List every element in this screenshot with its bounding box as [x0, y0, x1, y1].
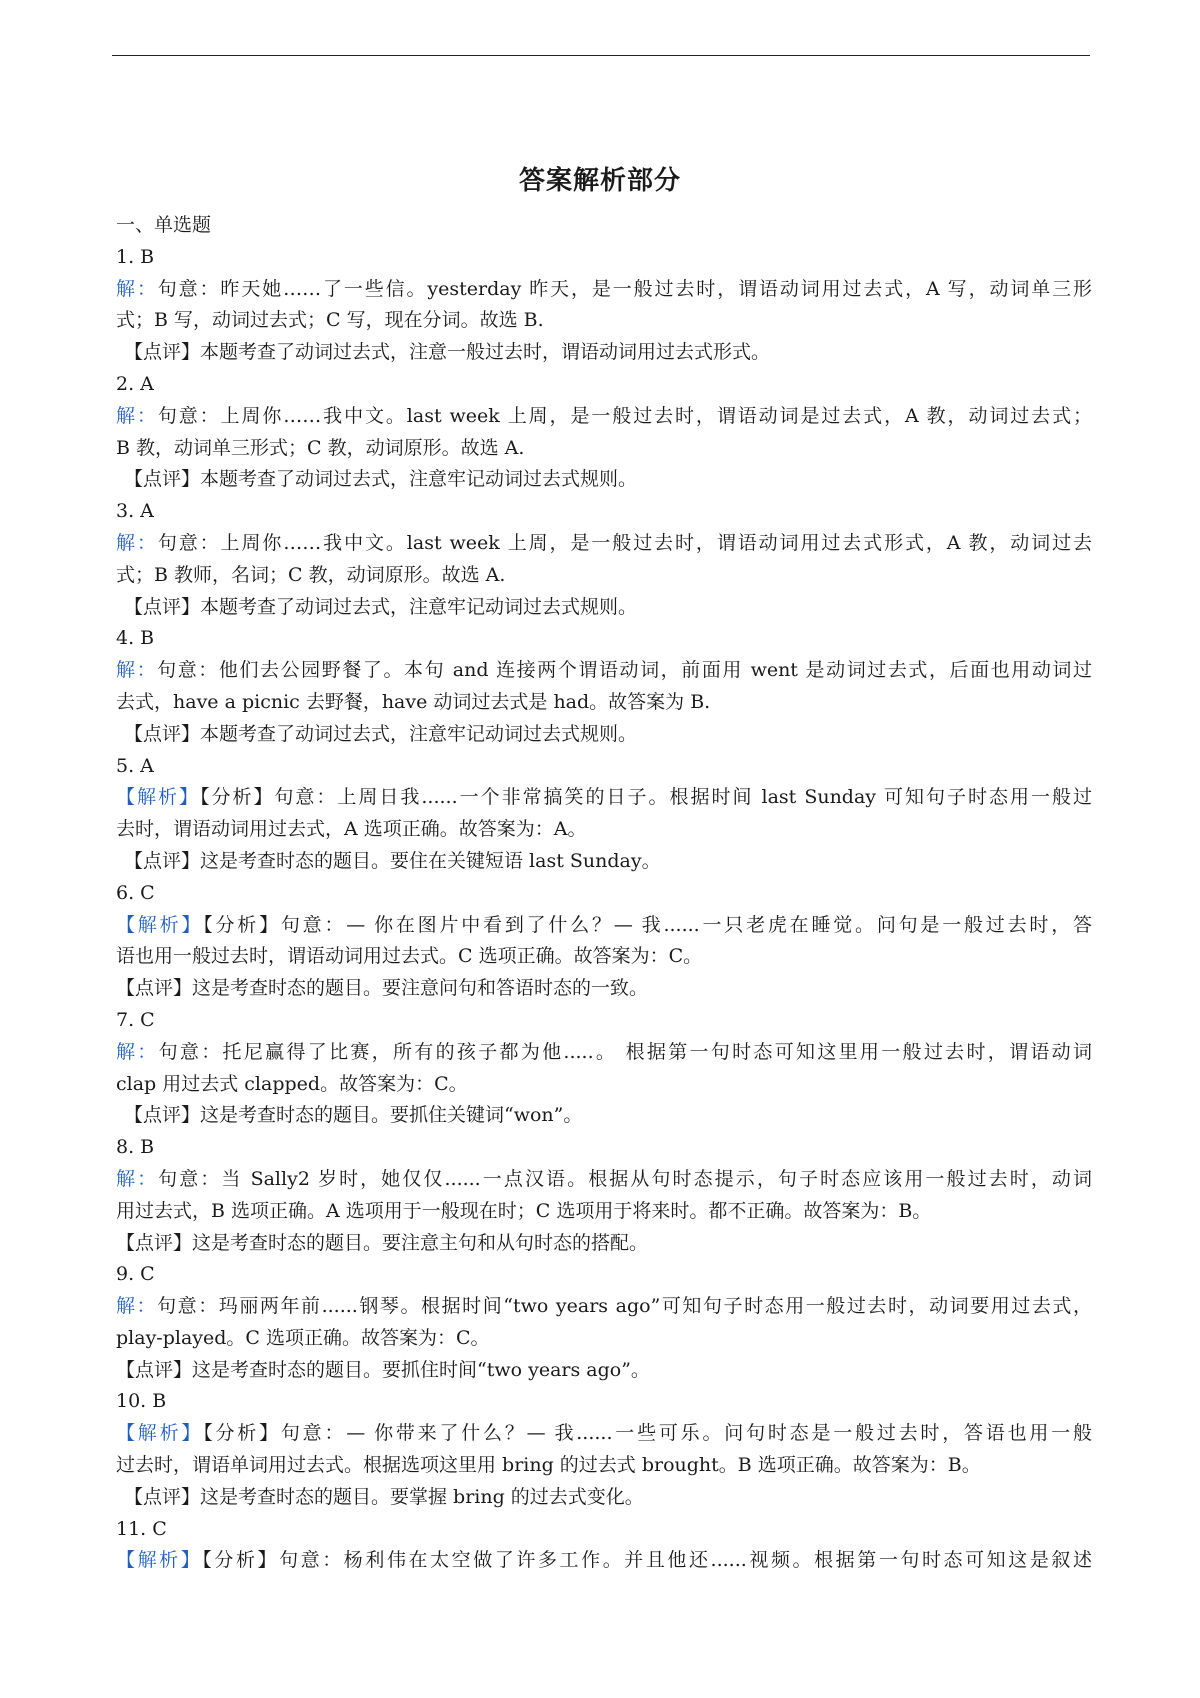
comment-line: 【点评】这是考查时态的题目。要注意问句和答语时态的一致。 [116, 977, 649, 1000]
explanation-line: 【解析】【分析】句意：— 你在图片中看到了什么？— 我......一只老虎在睡觉。问句是一般过去时，答 [116, 913, 1092, 936]
question-number: 9. C [116, 1263, 155, 1286]
explanation-line: 式；B 写，动词过去式；C 写，现在分词。故选 B. [116, 309, 544, 332]
comment-line: 【点评】本题考查了动词过去式，注意一般过去时，谓语动词用过去式形式。 [124, 341, 771, 364]
question-number: 2. A [116, 372, 154, 395]
explanation-label: 【解析】 [116, 1549, 203, 1572]
explanation-line: B 教，动词单三形式；C 教，动词原形。故选 A. [116, 436, 525, 459]
comment-line: 【点评】这是考查时态的题目。要住在关键短语 last Sunday。 [124, 849, 661, 872]
explanation-line: 【解析】【分析】句意：— 你带来了什么？— 我......一些可乐。问句时态是一般过去时，答语也用一般 [116, 1422, 1092, 1445]
comment-line: 【点评】本题考查了动词过去式，注意牢记动词过去式规则。 [124, 722, 638, 745]
explanation-line: 解：句意：托尼赢得了比赛，所有的孩子都为他.....。 根据第一句时态可知这里用一般过去时，谓语动词 [116, 1040, 1092, 1063]
explanation-label: 解： [116, 531, 158, 554]
question-number: 4. B [116, 627, 155, 650]
explanation-line: 去式，have a picnic 去野餐，have 动词过去式是 had。故答案为 B. [116, 690, 711, 713]
explanation-line: 解：句意：当 Sally2 岁时，她仅仅......一点汉语。根据从句时态提示，句子时态应该用一般过去时，动词 [116, 1167, 1092, 1190]
explanation-label: 解： [116, 659, 158, 682]
comment-line: 【点评】这是考查时态的题目。要抓住时间“two years ago”。 [116, 1358, 650, 1381]
explanation-line: play-played。C 选项正确。故答案为：C。 [116, 1326, 490, 1349]
question-number: 7. C [116, 1008, 155, 1031]
explanation-line: 解：句意：昨天她……了一些信。yesterday 昨天，是一般过去时，谓语动词用过去式，A 写，动词单三形 [116, 277, 1092, 300]
explanation-label: 解： [116, 1167, 159, 1190]
comment-line: 【点评】本题考查了动词过去式，注意牢记动词过去式规则。 [124, 468, 638, 491]
header-rule [112, 55, 1090, 56]
question-number: 5. A [116, 754, 154, 777]
question-number: 3. A [116, 500, 154, 523]
question-number: 6. C [116, 881, 155, 904]
page-title: 答案解析部分 [518, 166, 681, 196]
explanation-label: 解： [116, 277, 158, 300]
section-heading: 一、单选题 [116, 214, 212, 236]
explanation-line: 式；B 教师，名词；C 教，动词原形。故选 A. [116, 563, 506, 586]
answer-content [116, 210, 1092, 1577]
explanation-line: 解：句意：上周你……我中文。last week 上周，是一般过去时，谓语动词是过去式，A 教，动词过去式； [116, 404, 1092, 427]
explanation-line: 语也用一般过去时，谓语动词用过去式。C 选项正确。故答案为：C。 [116, 945, 703, 968]
explanation-line: 解：句意：上周你……我中文。last week 上周，是一般过去时，谓语动词用过去式形式，A 教，动词过去 [116, 531, 1092, 554]
question-number: 10. B [116, 1390, 167, 1413]
question-number: 11. C [116, 1517, 167, 1540]
explanation-line: 用过去式，B 选项正确。A 选项用于一般现在时；C 选项用于将来时。都不正确。故答案为：B。 [116, 1199, 932, 1222]
comment-line: 【点评】这是考查时态的题目。要抓住关键词“won”。 [124, 1104, 583, 1127]
explanation-line: 解：句意：他们去公园野餐了。本句 and 连接两个谓语动词，前面用 went 是动词过去式，后面也用动词过 [116, 659, 1092, 682]
comment-line: 【点评】这是考查时态的题目。要注意主句和从句时态的搭配。 [116, 1231, 649, 1254]
explanation-label: 解： [116, 1040, 159, 1063]
explanation-label: 【解析】 [116, 786, 200, 809]
question-number: 8. B [116, 1136, 155, 1159]
explanation-label: 解： [116, 404, 158, 427]
explanation-line: 【解析】【分析】句意：杨利伟在太空做了许多工作。并且他还......视频。根据第一句时态可知这是叙述 [116, 1549, 1092, 1572]
explanation-line: 【解析】【分析】句意：上周日我......一个非常搞笑的日子。根据时间 last Sunday 可知句子时态用一般过 [116, 786, 1092, 809]
question-number: 1. B [116, 245, 155, 268]
comment-line: 【点评】这是考查时态的题目。要掌握 bring 的过去式变化。 [124, 1485, 644, 1508]
explanation-label: 【解析】 [116, 1422, 204, 1445]
explanation-line: 去时，谓语动词用过去式，A 选项正确。故答案为：A。 [116, 818, 587, 841]
explanation-label: 解： [116, 1295, 158, 1318]
explanation-line: clap 用过去式 clapped。故答案为：C。 [116, 1072, 468, 1095]
comment-line: 【点评】本题考查了动词过去式，注意牢记动词过去式规则。 [124, 595, 638, 618]
explanation-line: 解：句意：玛丽两年前......钢琴。根据时间“two years ago”可知句子时态用一般过去时，动词要用过去式， [116, 1295, 1092, 1318]
explanation-line: 过去时，谓语单词用过去式。根据选项这里用 bring 的过去式 brought。B 选项正确。故答案为：B。 [116, 1454, 981, 1477]
explanation-label: 【解析】 [116, 913, 204, 936]
